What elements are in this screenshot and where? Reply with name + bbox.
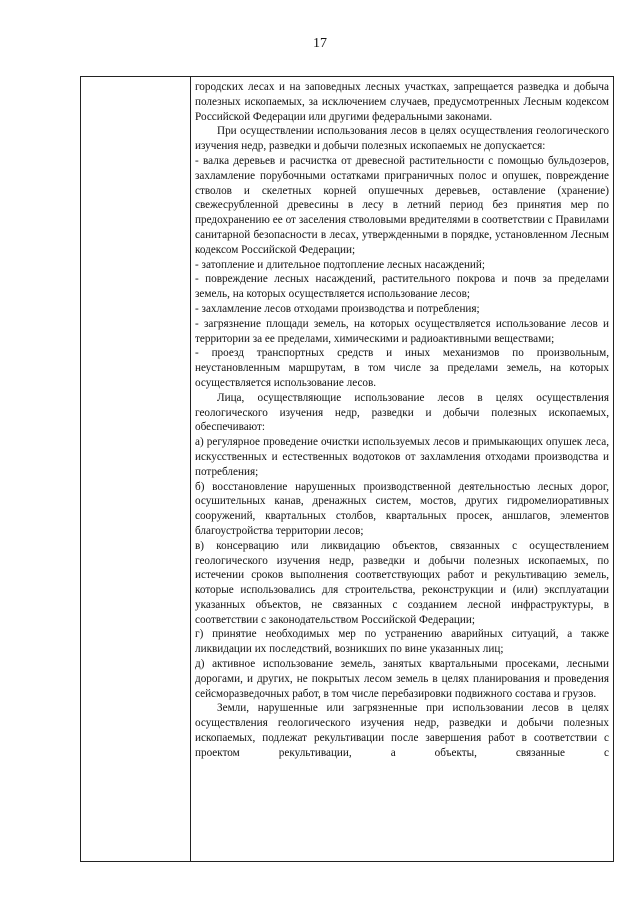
paragraph: - проезд транспортных средств и иных механизмов по произвольным, неустановленным маршрутам, в том числе за пределами земель, на которых осуществляется использование лесов.	[195, 347, 609, 389]
paragraph: Лица, осуществляющие использование лесов в целях осуществления геологического изучения недр, разведки и добычи полезных ископаемых, обеспечивают:	[195, 391, 609, 434]
paragraph: При осуществлении использования лесов в целях осуществления геологического изучения недр, разведки и добычи полезных ископаемых не допускается:	[195, 125, 609, 153]
page-number: 17	[313, 36, 327, 51]
paragraph: г) принятие необходимых мер по устранению аварийных ситуаций, а также ликвидации их последствий, возникших по вине указанных лиц;	[195, 628, 609, 656]
paragraph: - повреждение лесных насаждений, растительного покрова и почв за пределами земель, на которых осуществляется использование лесов;	[195, 273, 609, 301]
paragraph: городских лесах и на заповедных лесных участках, запрещается разведка и добыча полезных ископаемых, за исключением случаев, предусмотренных Лесным кодексом Российской Федерации или другими федеральными законами.	[195, 81, 609, 123]
paragraph: - загрязнение площади земель, на которых осуществляется использование лесов и территории за ее пределами, химическими и радиоактивными веществами;	[195, 317, 609, 345]
paragraph: - захламление лесов отходами производства и потребления;	[195, 302, 480, 315]
document-table	[80, 76, 614, 862]
paragraph: - затопление и длительное подтопление лесных насаждений;	[195, 258, 486, 271]
paragraph: Земли, нарушенные или загрязненные при использовании лесов в целях осуществления геологического изучения недр, разведки и добычи полезных ископаемых, подлежат рекультивации после завершения работ в соответствии с проектом рекультивации, а объекты, связанные с	[195, 702, 609, 759]
paragraph: б) восстановление нарушенных производственной деятельностью лесных дорог, осушительных канав, дренажных систем, мостов, других гидромелиоративных сооружений, квартальных столбов, квартальных просек, аншлагов, элементов благоустройства территории лесов;	[195, 480, 609, 537]
table-left-cell	[81, 77, 191, 861]
paragraph: д) активное использование земель, занятых квартальными просеками, лесными дорогами, и других, не покрытых лесом земель в целях планирования и проведения сейсморазведочных работ, в том числе перебазировки подвижного состава и грузов.	[195, 658, 609, 700]
paragraph: а) регулярное проведение очистки используемых лесов и примыкающих опушек леса, искусственных и естественных водотоков от захламления отходами производства и потребления;	[195, 436, 609, 478]
paragraph: - валка деревьев и расчистка от древесной растительности с помощью бульдозеров, захламление порубочными остатками приграничных полос и опушек, повреждение стволов и скелетных корней опушечных деревьев, оставление (хранение) свежесрубленной древесины в лесу в летний период без принятия мер по предохранению ее от заселения стволовыми вредителями в соответствии с Правилами санитарной безопасности в лесах, утвержденными в порядке, установленном Лесным кодексом Российской Федерации;	[195, 154, 609, 256]
table-text-cell	[192, 77, 613, 861]
paragraph: в) консервацию или ликвидацию объектов, связанных с осуществлением геологического изучения недр, разведки и добычи полезных ископаемых, по истечении сроков выполнения соответствующих работ и рекультивацию земель, которые использовались для строительства, реконструкции и (или) эксплуатации указанных объектов, не связанных с созданием лесной инфраструктуры, в соответствии с законодательством Российской Федерации;	[195, 539, 609, 626]
